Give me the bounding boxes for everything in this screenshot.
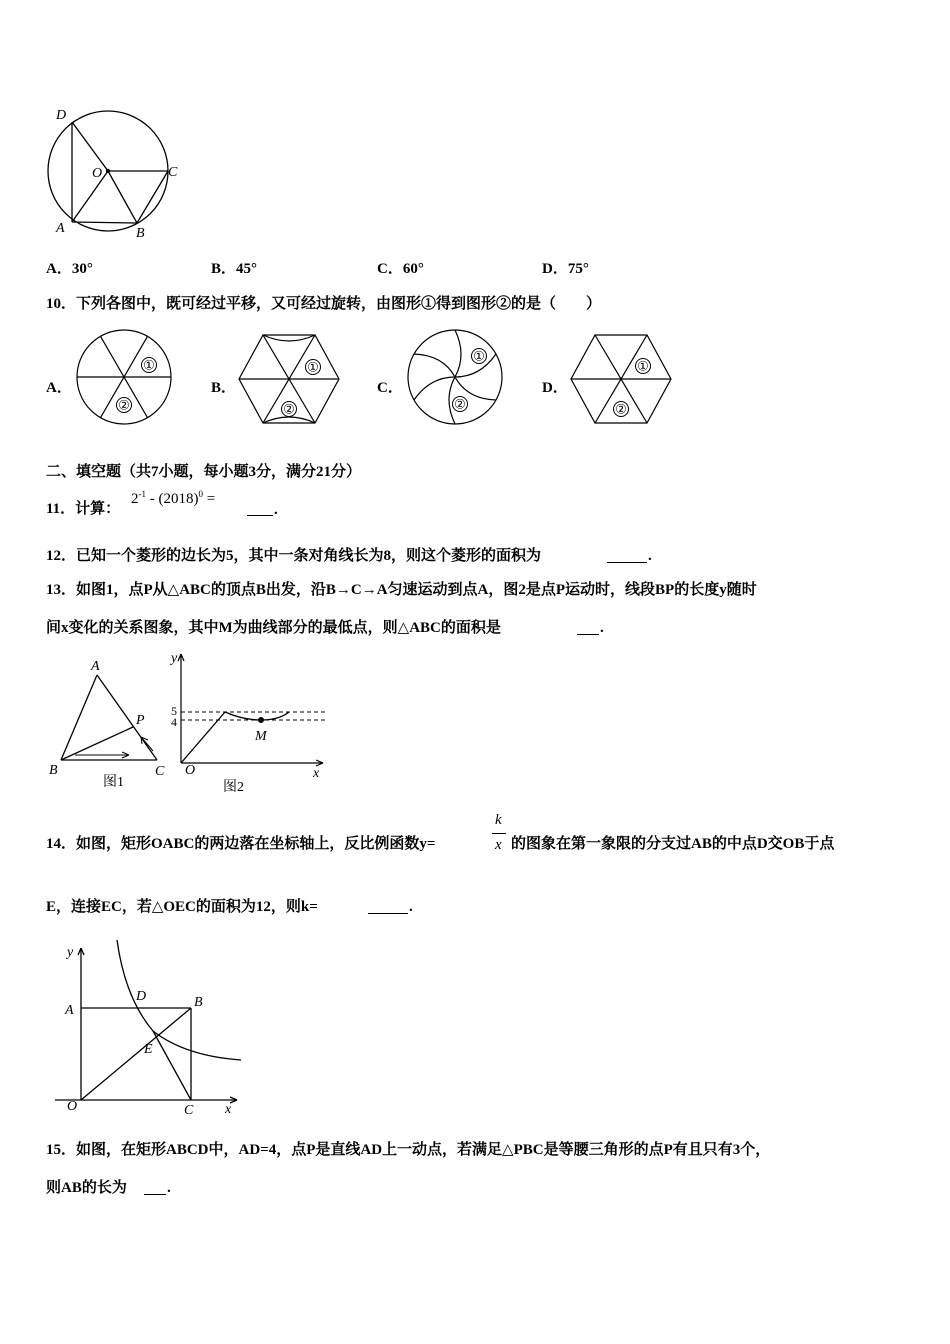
q10-b-mark1: ①: [307, 359, 319, 375]
q14-fig-d: D: [136, 989, 147, 1004]
q9-option-c: C．60°: [377, 261, 424, 277]
q14-fig-a: A: [65, 1003, 74, 1018]
q14-fig-o: O: [67, 1099, 78, 1114]
q14-line2: E，连接EC，若△OEC的面积为12，则k=: [46, 899, 318, 915]
q14-fraction-denominator: x: [495, 837, 502, 853]
q13-line2: 间x变化的关系图象，其中M为曲线部分的最低点，则△ABC的面积是: [46, 620, 501, 636]
q14-fraction-bar: [492, 833, 506, 834]
q13-answer-blank[interactable]: [577, 622, 599, 635]
q14-fig-e: E: [144, 1042, 153, 1057]
q10-d-mark1: ①: [637, 358, 649, 374]
q13-fig2-caption: 图2: [223, 780, 244, 795]
q11-answer-blank[interactable]: [247, 504, 273, 516]
q11-expression: $2^{-1} - (2018)^0$ =: [131, 489, 216, 507]
q15-line2: 则AB的长为: [46, 1180, 127, 1196]
q13-fig1-caption: 图1: [103, 775, 124, 790]
q14-answer-blank[interactable]: [368, 901, 408, 914]
q10-c-mark1: ①: [473, 348, 485, 364]
q9-label-d: D: [56, 108, 67, 123]
q9-label-o: O: [92, 166, 103, 181]
q14-line1-pre: 14．如图，矩形OABC的两边落在坐标轴上，反比例函数y=: [46, 836, 436, 852]
q13-suffix: .: [600, 620, 604, 636]
q13-figure2: [163, 648, 333, 798]
q14-suffix: .: [409, 899, 413, 915]
q10-question: 10．下列各图中，既可经过平移，又可经过旋转，由图形①得到图形②的是（ ）: [46, 296, 602, 312]
q12-answer-blank[interactable]: [607, 550, 647, 563]
q9-circle-figure: [40, 105, 185, 240]
q14-figure: [45, 938, 245, 1118]
q10-a-mark2: ②: [118, 397, 130, 413]
q11-prefix: 11．计算：: [46, 501, 121, 517]
q14-fraction-numerator: k: [495, 812, 502, 828]
q12-question: 12．已知一个菱形的边长为5，其中一条对角线长为8，则这个菱形的面积为: [46, 548, 542, 564]
q14-fig-x: x: [225, 1102, 232, 1117]
q12-suffix: .: [648, 548, 652, 564]
q9-option-a: A．30°: [46, 261, 93, 277]
q13-figure1: [45, 655, 175, 795]
q10-option-c-letter: C．: [377, 380, 403, 396]
q13-fig1-b: B: [49, 763, 58, 778]
q10-c-mark2: ②: [454, 396, 466, 412]
q9-label-c: C: [168, 165, 178, 180]
q13-fig2-m: M: [255, 729, 267, 744]
q10-option-d-letter: D．: [542, 380, 568, 396]
q13-line1: 13．如图1，点P从△ABC的顶点B出发，沿B→C→A匀速运动到点A，图2是点P运动时，线段BP的长度y随时: [46, 582, 757, 598]
q15-suffix: .: [167, 1180, 171, 1196]
q13-fig1-a: A: [91, 659, 100, 674]
q10-figure-c: [405, 327, 505, 427]
q14-line1-post: 的图象在第一象限的分支过AB的中点D交OB于点: [511, 836, 835, 852]
q10-a-mark1: ①: [143, 357, 155, 373]
section2-title: 二、填空题（共7小题，每小题3分，满分21分）: [46, 464, 362, 480]
q13-fig2-five: 5: [171, 704, 177, 718]
q13-fig1-p: P: [136, 713, 145, 728]
q10-figure-b: [237, 333, 341, 425]
q13-fig1-c: C: [155, 764, 165, 779]
q9-option-d: D．75°: [542, 261, 589, 277]
q9-label-b: B: [136, 226, 145, 240]
q14-fig-b: B: [194, 995, 203, 1010]
q10-option-a-letter: A．: [46, 380, 72, 396]
q13-fig2-four: 4: [171, 715, 177, 729]
q13-fig2-x: x: [313, 766, 320, 781]
q14-fig-y: y: [67, 945, 74, 960]
q10-d-mark2: ②: [615, 401, 627, 417]
q9-label-a: A: [56, 221, 65, 236]
q10-figure-a: [74, 327, 174, 427]
q10-figure-d: [569, 333, 673, 425]
q10-option-b-letter: B．: [211, 380, 237, 396]
q15-line1: 15．如图，在矩形ABCD中，AD=4，点P是直线AD上一动点，若满足△PBC是等腰三角形的点P有且只有3个，: [46, 1142, 771, 1158]
q10-b-mark2: ②: [283, 401, 295, 417]
q13-fig2-y: y: [171, 651, 178, 666]
q14-fig-c: C: [184, 1103, 194, 1118]
q9-option-b: B．45°: [211, 261, 258, 277]
q13-fig2-o: O: [185, 763, 196, 778]
q15-answer-blank[interactable]: [144, 1182, 166, 1195]
q11-suffix: .: [274, 502, 278, 518]
